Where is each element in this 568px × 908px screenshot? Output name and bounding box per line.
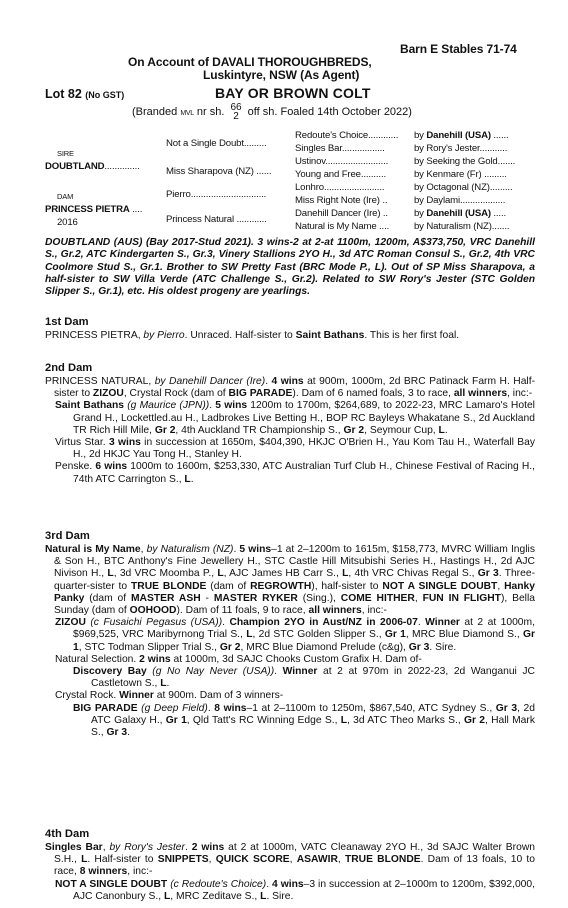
section-third-dam: 3rd Dam [45,530,90,542]
section-fourth-dam: 4th Dam [45,828,90,840]
gen4-6: by Daylami.................. [414,195,506,206]
sire-label: SIRE [57,149,74,158]
third-dam-text: Natural is My Name, by Naturalism (NZ). 5 wins–1 at 2–1200m to 1615m, $158,773, MVRC William Inglis & Son H., BTC Anthony's Fine Jewellery H., STC Castle Hill Mitsubishi Series H., Hastings H., 2d AJC Nivison H., L, 3d VRC Moomba P., L, AJC James HB Carr S., L, 4th VRC Chivas Regal S., Gr 3. Three-quarter-sister to TRUE BLONDE (dam of REGROWTH), half-sister to NOT A SINGLE DOUBT, Hanky Panky (dam of MASTER ASH - MASTER RYKER (Sing.), COME HITHER, FUN IN FLIGHT), Bella Sunday (dam of OOHOOD). Dam of 11 foals, 9 to race, all winners, inc:- [45,544,535,617]
section-second-dam: 2nd Dam [45,362,93,374]
brand-num-bottom: 2 [233,111,239,122]
lot-label: Lot 82 [45,87,82,101]
gen4-7: by Danehill (USA) ..... [414,208,506,219]
vendor-location: Luskintyre, NSW (As Agent) [203,68,360,82]
progeny-not-a-single-doubt: NOT A SINGLE DOUBT (c Redoute's Choice). 4 wins–3 in succession at 2–1000m to 1200m, $392,000, AJC Canonbury S., L, MRC Zeditave S., L. Sire. [55,878,535,902]
brand-num-top: 66 [230,102,242,113]
dam-label: DAM [57,192,74,201]
gen3-3: Ustinov......................... [295,156,389,167]
progeny-big-parade: BIG PARADE (g Deep Field). 8 wins–1 at 2–1100m to 1250m, $867,540, ATC Sydney S., Gr 3, 2d ATC Galaxy H., Gr 1, Qld Tatt's RC Winning Edge S., L, 3d ATC Theo Marks S., Gr 2, Hall Mark S., Gr 3. [73,702,535,739]
vendor-account: On Account of DAVALI THOROUGHBREDS, [128,55,372,69]
gen3-8: Natural is My Name .... [295,221,390,232]
third-dam-block [45,544,535,739]
fourth-dam-block [45,842,535,903]
gen2-3: Pierro.............................. [166,189,267,200]
progeny-natural-selection: Natural Selection. 2 wins at 1000m, 3d SAJC Chooks Custom Grafix H. Dam of- [55,653,422,665]
progeny-penske: Penske. 6 wins 1000m to 1600m, $253,330, ATC Australian Turf Club H., Chinese Festival of Racing H., 74th ATC Carrington S., L. [55,461,535,485]
second-dam-block [45,376,535,486]
sire-name: DOUBTLAND.............. [45,161,140,172]
brand-prefix: (Branded [132,106,178,118]
brand-mark: MVL [180,110,194,117]
section-first-dam: 1st Dam [45,316,89,328]
gen2-1: Not a Single Doubt......... [166,138,267,149]
fourth-dam-text: Singles Bar, by Rory's Jester. 2 wins at 2 at 1000m, VATC Cleanaway 2YO H., 3d SAJC Walter Brown S.H., L. Half-sister to SNIPPETS, QUICK SCORE, ASAWIR, TRUE BLONDE. Dam of 13 foals, 10 to race, 8 winners, inc:- [45,842,535,878]
brand-number [230,103,241,121]
progeny-zizou: ZIZOU (c Fusaichi Pegasus (USA)). Champion 2YO in Aust/NZ in 2006-07. Winner at 2 at 1000m, $969,525, VRC Maribyrnong Trial S., L, 2d STC Golden Slipper S., Gr 1, MRC Blue Diamond S., Gr 1, STC Todman Slipper Trial S., Gr 2, MRC Blue Diamond Prelude (c&g), Gr 3. Sire. [55,617,535,653]
gen3-4: Young and Free.......... [295,169,386,180]
gen4-5: by Octagonal (NZ)......... [414,182,513,193]
gen2-2: Miss Sharapova (NZ) ...... [166,166,272,177]
dam-year: 2016 [57,217,78,228]
progeny-crystal-rock: Crystal Rock. Winner at 900m. Dam of 3 winners- [55,690,284,702]
gen3-1: Redoute's Choice............ [295,130,399,141]
dam-name: PRINCESS PIETRA .... [45,204,143,215]
first-dam-text: PRINCESS PIETRA, by Pierro. Unraced. Half-sister to Saint Bathans. This is her first foal. [45,330,460,341]
brand-mid: nr sh. [196,106,225,118]
lot-number [45,87,124,101]
progeny-virtus-star: Virtus Star. 3 wins in succession at 1650m, $404,390, HKJC O'Brien H., Yau Kom Tau H., Waterfall Bay H., 2d HKJC Yau Tong H., Stanley H. [55,437,535,461]
brand-suffix: off sh. Foaled 14th October 2022) [247,106,412,118]
second-dam-text: PRINCESS NATURAL, by Danehill Dancer (Ire). 4 wins at 900m, 1000m, 2d BRC Patinack Farm H. Half-sister to ZIZOU, Crystal Rock (dam of BIG PARADE). Dam of 6 named foals, 3 to race, all winners, inc:- [45,376,535,400]
gen3-5: Lonhro........................ [295,182,385,193]
gen4-1: by Danehill (USA) ...... [414,130,509,141]
gen3-6: Miss Right Note (Ire) .. [295,195,388,206]
gen2-4: Princess Natural ............ [166,214,267,225]
progeny-discovery-bay: Discovery Bay (g No Nay Never (USA)). Winner at 2 at 970m in 2022-23, 2d Wanganui JC Castletown S., L. [73,666,535,690]
gen4-3: by Seeking the Gold....... [414,156,516,167]
gen4-8: by Naturalism (NZ)....... [414,221,510,232]
progeny-saint-bathans: Saint Bathans (g Maurice (JPN)). 5 wins 1200m to 1700m, $264,689, to 2022-23, MRC Lamaro's Hotel Grand H., Lockettled.au H., Ladbrokes Live Betting H., BOP RC Bayleys Whakatane S., 2d Auckland TR Rich Hill Mile, Gr 2, 4th Auckland TR Championship S., Gr 2, Seymour Cup, L. [55,400,535,436]
gen3-2: Singles Bar................. [295,143,385,154]
gen4-2: by Rory's Jester........... [414,143,508,154]
lot-title: BAY OR BROWN COLT [215,85,371,101]
gen4-4: by Kenmare (Fr) ......... [414,169,507,180]
branding-line [132,103,412,121]
sire-summary: DOUBTLAND (AUS) (Bay 2017-Stud 2021). 3 wins-2 at 2-at 1100m, 1200m, A$373,750, VRC Danehill S., Gr.2, ATC Kindergarten S., Gr.3, Vinery Stallions 2YO H., 3d ATC Roman Consul S., Gr.2, 4th VRC Coolmore Stud S., Gr.1. Brother to SW Pretty Fast (BRC Mode P., L). Out of SP Miss Sharapova, a half-sister to SW Villa Verde (ATC Challenge S., Gr.2). Related to SW Rory's Jester (STC Golden Slipper S., Gr.1), etc. His oldest progeny are yearlings. [45,237,535,298]
gst-note: (No GST) [85,90,125,100]
stable-location: Barn E Stables 71-74 [400,42,517,56]
gen3-7: Danehill Dancer (Ire) .. [295,208,388,219]
